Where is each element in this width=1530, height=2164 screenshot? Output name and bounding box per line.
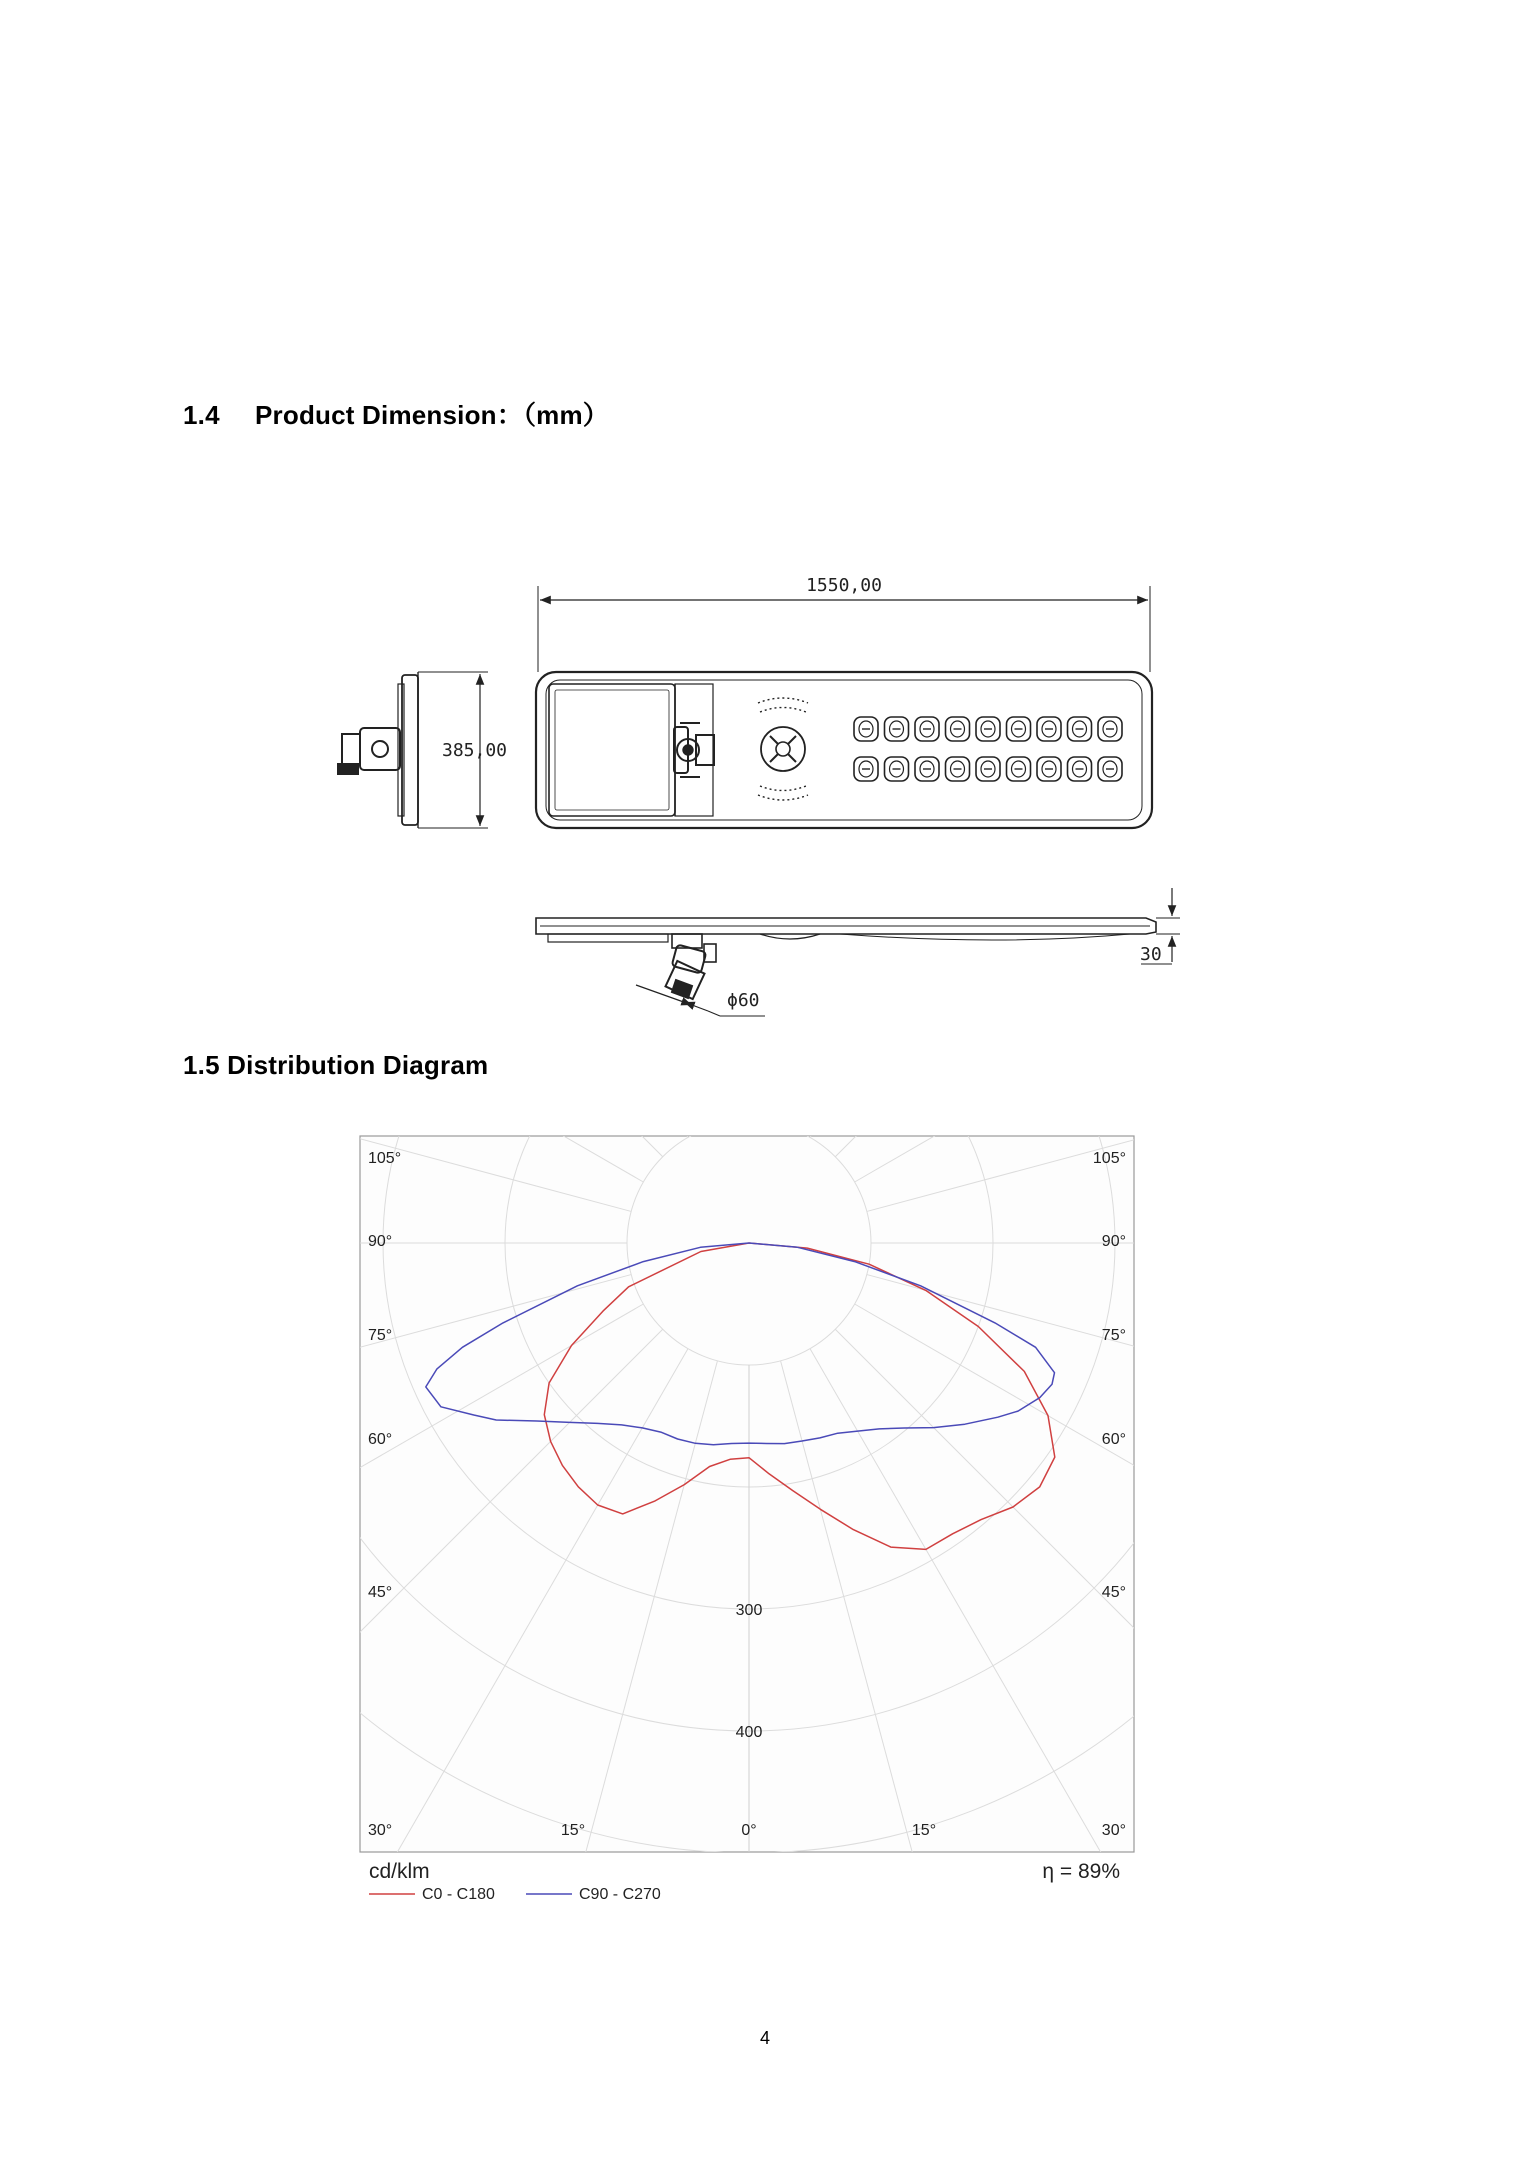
angle-label-right: 75° bbox=[1101, 1327, 1126, 1344]
length-label: 1550,00 bbox=[806, 575, 882, 596]
grid-spoke bbox=[0, 0, 688, 1137]
angle-label-right: 105° bbox=[1092, 1150, 1126, 1167]
radial-tick-label: 400 bbox=[735, 1724, 763, 1741]
angle-label-right: 60° bbox=[1101, 1431, 1126, 1448]
section-number: 1.4 bbox=[183, 400, 220, 430]
angle-label-left: 30° bbox=[368, 1822, 393, 1839]
angle-label-left: 45° bbox=[368, 1584, 393, 1601]
section-heading-distribution-diagram: 1.5 Distribution Diagram bbox=[183, 1050, 489, 1080]
angle-label-bottom: 0° bbox=[741, 1822, 757, 1839]
grid-spoke bbox=[855, 493, 1530, 1182]
angle-label-left: 105° bbox=[368, 1150, 402, 1167]
diameter-label: ϕ60 bbox=[727, 990, 760, 1011]
grid-spoke bbox=[0, 182, 663, 1156]
unit-label: cd/klm bbox=[369, 1860, 430, 1883]
angle-label-right: 90° bbox=[1101, 1233, 1126, 1250]
angle-label-left: 90° bbox=[368, 1233, 393, 1250]
width-label: 385,00 bbox=[442, 740, 508, 761]
legend-label-c90: C90 - C270 bbox=[579, 1886, 661, 1903]
grid-spoke bbox=[781, 0, 1138, 1125]
legend-label-c0: C0 - C180 bbox=[422, 1886, 495, 1903]
page-number: 4 bbox=[759, 2028, 770, 2048]
angle-label-left: 75° bbox=[368, 1327, 393, 1344]
angle-label-left: 60° bbox=[368, 1431, 393, 1448]
grid-spoke bbox=[361, 0, 718, 1125]
thickness-label: 30 bbox=[1140, 944, 1162, 965]
grid-spoke bbox=[810, 0, 1499, 1137]
section-title: Product Dimension：（mm） bbox=[255, 400, 609, 430]
grid-spoke bbox=[835, 182, 1530, 1156]
angle-label-right: 30° bbox=[1101, 1822, 1126, 1839]
radial-tick-label: 300 bbox=[735, 1602, 763, 1619]
efficiency-label: η = 89% bbox=[1042, 1860, 1120, 1883]
angle-label-right: 45° bbox=[1101, 1584, 1126, 1601]
angle-label-bottom: 15° bbox=[911, 1822, 937, 1839]
grid-spoke bbox=[0, 493, 643, 1182]
angle-label-bottom: 15° bbox=[560, 1822, 586, 1839]
